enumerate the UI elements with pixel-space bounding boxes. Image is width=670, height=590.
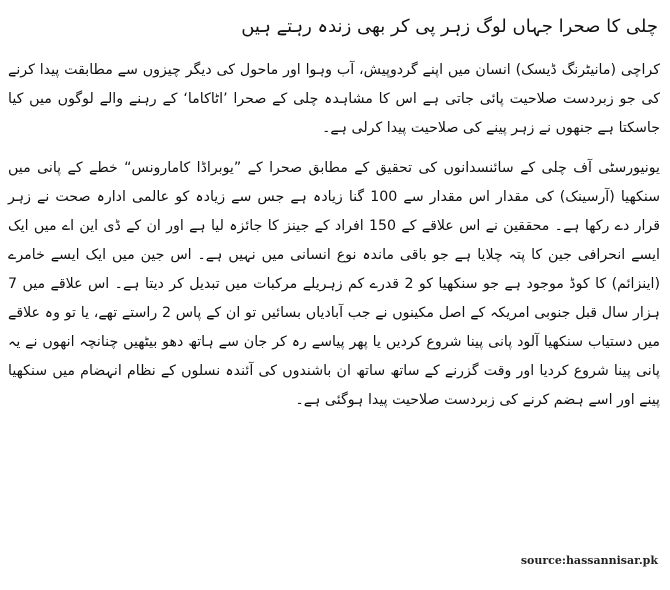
article-paragraph-research: یونیورسٹی آف چلی کے سائنسدانوں کی تحقیق کے مطابق صحرا کے ”یوبراڈا کامارونس“ خطے کے پانی میں سنکھیا (آرسینک) کی مقدار اس مقدار سے 100 گنا زیادہ ہے جس سے زیادہ کو عالمی ادارہ صحت نے زہر قرار دے رکھا ہے۔ محققین نے اس علاقے کے 150 افراد کے جینز کا جائزہ لیا ہے اور ان کے ڈی این اے میں ایک ایسے انحرافی جین کا پتہ چلایا ہے جو باقی ماندہ نوع انسانی میں نہیں ہے۔ اس جین میں ایک ایسے خامرے (اینزائم) کا کوڈ موجود ہے جو سنکھیا کو 2 قدرے کم زہریلے مرکبات میں تبدیل کر دیتا ہے۔ اس علاقے میں 7 ہزار سال قبل جنوبی امریکہ کے اصل مکینوں نے جب آبادیاں بسائیں تو ان کے پاس 2 راستے تھے، یا تو وہ علاقے میں دستیاب سنکھیا آلود پانی پینا شروع کردیں یا پھر پیاسے رہ کر جان سے ہاتھ دھو بیٹھیں چنانچہ انھوں نے یہ پانی پینا شروع کردیا اور وقت گزرنے کے ساتھ ساتھ ان باشندوں کی آئندہ نسلوں کے نظام انہضام میں سنکھیا پینے اور اسے ہضم کرنے کی زبردست صلاحیت پیدا ہوگئی ہے۔ xyxy=(8,160,660,408)
article-headline: چلی کا صحرا جہاں لوگ زہر پی کر بھی زندہ رہتے ہیں xyxy=(241,16,658,37)
article-paragraph-intro: کراچی (مانیٹرنگ ڈیسک) انسان میں اپنے گردوپیش، آب وہوا اور ماحول کی دیگر چیزوں سے مطابقت پیدا کرنے کی جو زبردست صلاحیت پائی جاتی ہے اس کا مشاہدہ چلی کے صحرا ’اٹاکاما‘ کے رہنے والے لوگوں میں کیا جاسکتا ہے جنھوں نے زہر پینے کی صلاحیت پیدا کرلی ہے۔ xyxy=(8,62,660,136)
source-credit: source:hassannisar.pk xyxy=(520,554,658,567)
